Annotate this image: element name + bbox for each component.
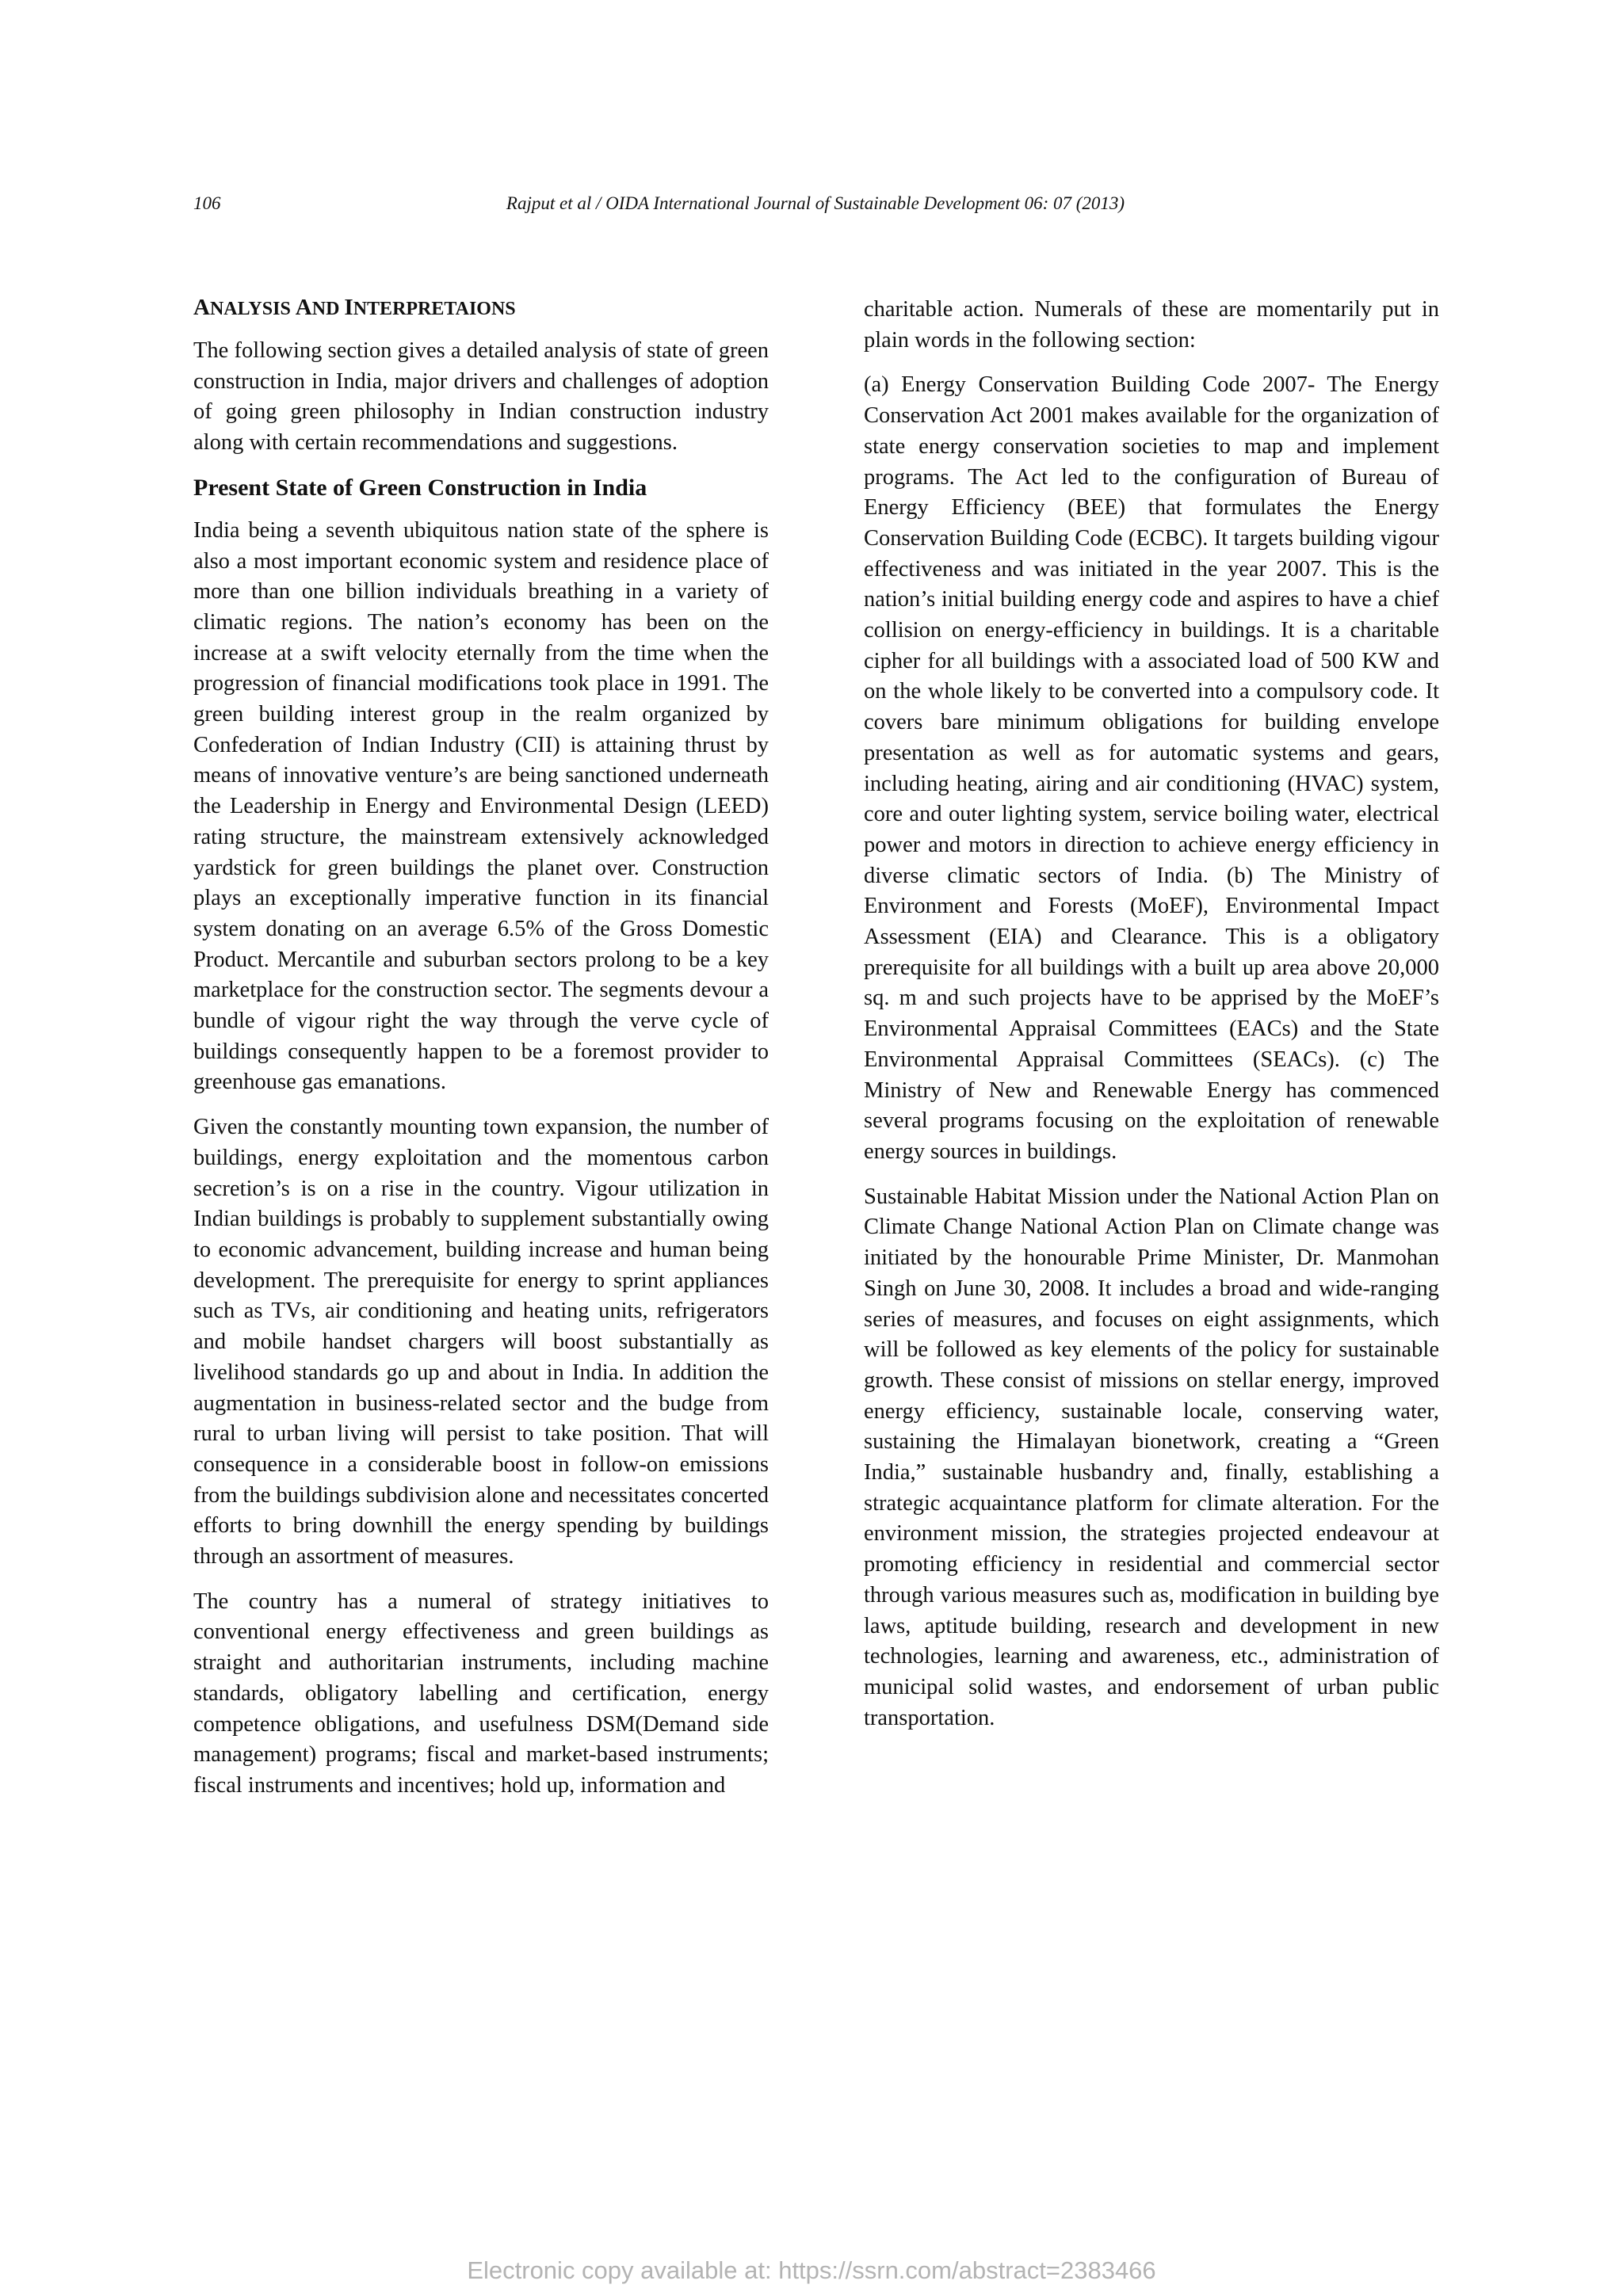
section-heading: ANALYSIS AND INTERPRETAIONS [193,295,516,320]
body-paragraph: Given the constantly mounting town expansion, the number of buildings, energy exploitation and the momentous carbon secretion’s is on a rise in the country. Vigour utilization in Indian buildings is probably to supplement substantially owing to economic advancement, building increase and human being development. The prerequisite for energy to sprint appliances such as TVs, air conditioning and heating units, refrigerators and mobile handset chargers will boost substantially as livelihood standards go up and about in India. In addition the augmentation in business-related sector and the budge from rural to urban living will persist to take position. That will consequence in a considerable boost in follow-on emissions from the buildings subdivision alone and necessitates concerted efforts to bring downhill the energy spending by buildings through an assortment of measures. [193,1115,769,1569]
right-column [864,295,1439,1748]
body-paragraph: (a) Energy Conservation Building Code 2007- The Energy Conservation Act 2001 makes available for the organization of state energy conservation societies to map and implement programs. The Act led to the configuration of Bureau of Energy Efficiency (BEE) that formulates the Energy Conservation Building Code (ECBC). It targets building vigour effectiveness and was initiated in the year 2007. This is the nation’s initial building energy code and aspires to have a chief collision on energy-efficiency in buildings. It is a charitable cipher for all buildings with a associated load of 500 KW and on the whole likely to be converted into a compulsory code. It covers bare minimum obligations for building envelope presentation as well as for automatic systems and gears, including heating, airing and air conditioning (HVAC) system, core and outer lighting system, service boiling water, electrical power and motors in direction to achieve energy efficiency in diverse climatic sectors of India. (b) The Ministry of Environment and Forests (MoEF), Environmental Impact Assessment (EIA) and Clearance. This is a obligatory prerequisite for all buildings with a built up area above 20,000 sq. m and such projects have to be apprised by the MoEF’s Environmental Appraisal Committees (EACs) and the State Environmental Appraisal Committees (SEACs). (c) The Ministry of New and Renewable Energy has commenced several programs focusing on the exploitation of renewable energy sources in buildings. [864,372,1439,1164]
subsection-heading: Present State of Green Construction in India [193,474,647,501]
section-intro-paragraph: The following section gives a detailed analysis of state of green construction in India, major drivers and challenges of adoption of going green philosophy in Indian construction industry along with certain recommendations and suggestions. [193,338,769,456]
body-paragraph: charitable action. Numerals of these are momentarily put in plain words in the following section: [864,297,1439,353]
body-paragraph: India being a seventh ubiquitous nation state of the sphere is also a most important economic system and residence place of more than one billion individuals breathing in a variety of climatic regions. The nation’s economy has been on the increase at a swift velocity eternally from the time when the progression of financial modifications took place in 1991. The green building interest group in the realm organized by Confederation of Indian Industry (CII) is attaining thrust by means of innovative venture’s are being sanctioned underneath the Leadership in Energy and Environmental Design (LEED) rating structure, the mainstream extensively acknowledged yardstick for green buildings the planet over. Construction plays an exceptionally imperative function in its financial system donating on an average 6.5% of the Gross Domestic Product. Mercantile and suburban sectors prolong to be a key marketplace for the construction sector. The segments devour a bundle of vigour right the way through the verve cycle of buildings consequently happen to be a foremost provider to greenhouse gas emanations. [193,517,769,1095]
page-header [193,193,1438,222]
running-head: Rajput et al / OIDA International Journal of Sustainable Development 06: 07 (2013) [506,193,1125,213]
left-column [193,295,769,1816]
body-paragraph: The country has a numeral of strategy initiatives to conventional energy effectiveness and green buildings as straight and authoritarian instruments, including machine standards, obligatory labelling and certification, energy competence obligations, and usefulness DSM(Demand side management) programs; fiscal and market-based instruments; fiscal instruments and incentives; hold up, information and [193,1589,769,1798]
body-paragraph: Sustainable Habitat Mission under the National Action Plan on Climate Change National Action Plan on Climate change was initiated by the honourable Prime Minister, Dr. Manmohan Singh on June 30, 2008. It includes a broad and wide-ranging series of measures, and focuses on eight assignments, which will be followed as key elements of the policy for sustainable growth. These consist of missions on stellar energy, improved energy efficiency, sustainable locale, conserving water, sustaining the Himalayan bionetwork, creating a “Green India,” sustainable husbandry and, finally, establishing a strategic acquaintance platform for climate alteration. For the environment mission, the strategies projected endeavour at promoting efficiency in residential and commercial sector through various measures such as, modification in building bye laws, aptitude building, research and development in new technologies, learning and awareness, etc., administration of municipal solid wastes, and endorsement of urban public transportation. [864,1184,1439,1730]
ssrn-footer: Electronic copy available at: https://ssrn.com/abstract=2383466 [467,2256,1156,2284]
page-number: 106 [193,193,221,213]
